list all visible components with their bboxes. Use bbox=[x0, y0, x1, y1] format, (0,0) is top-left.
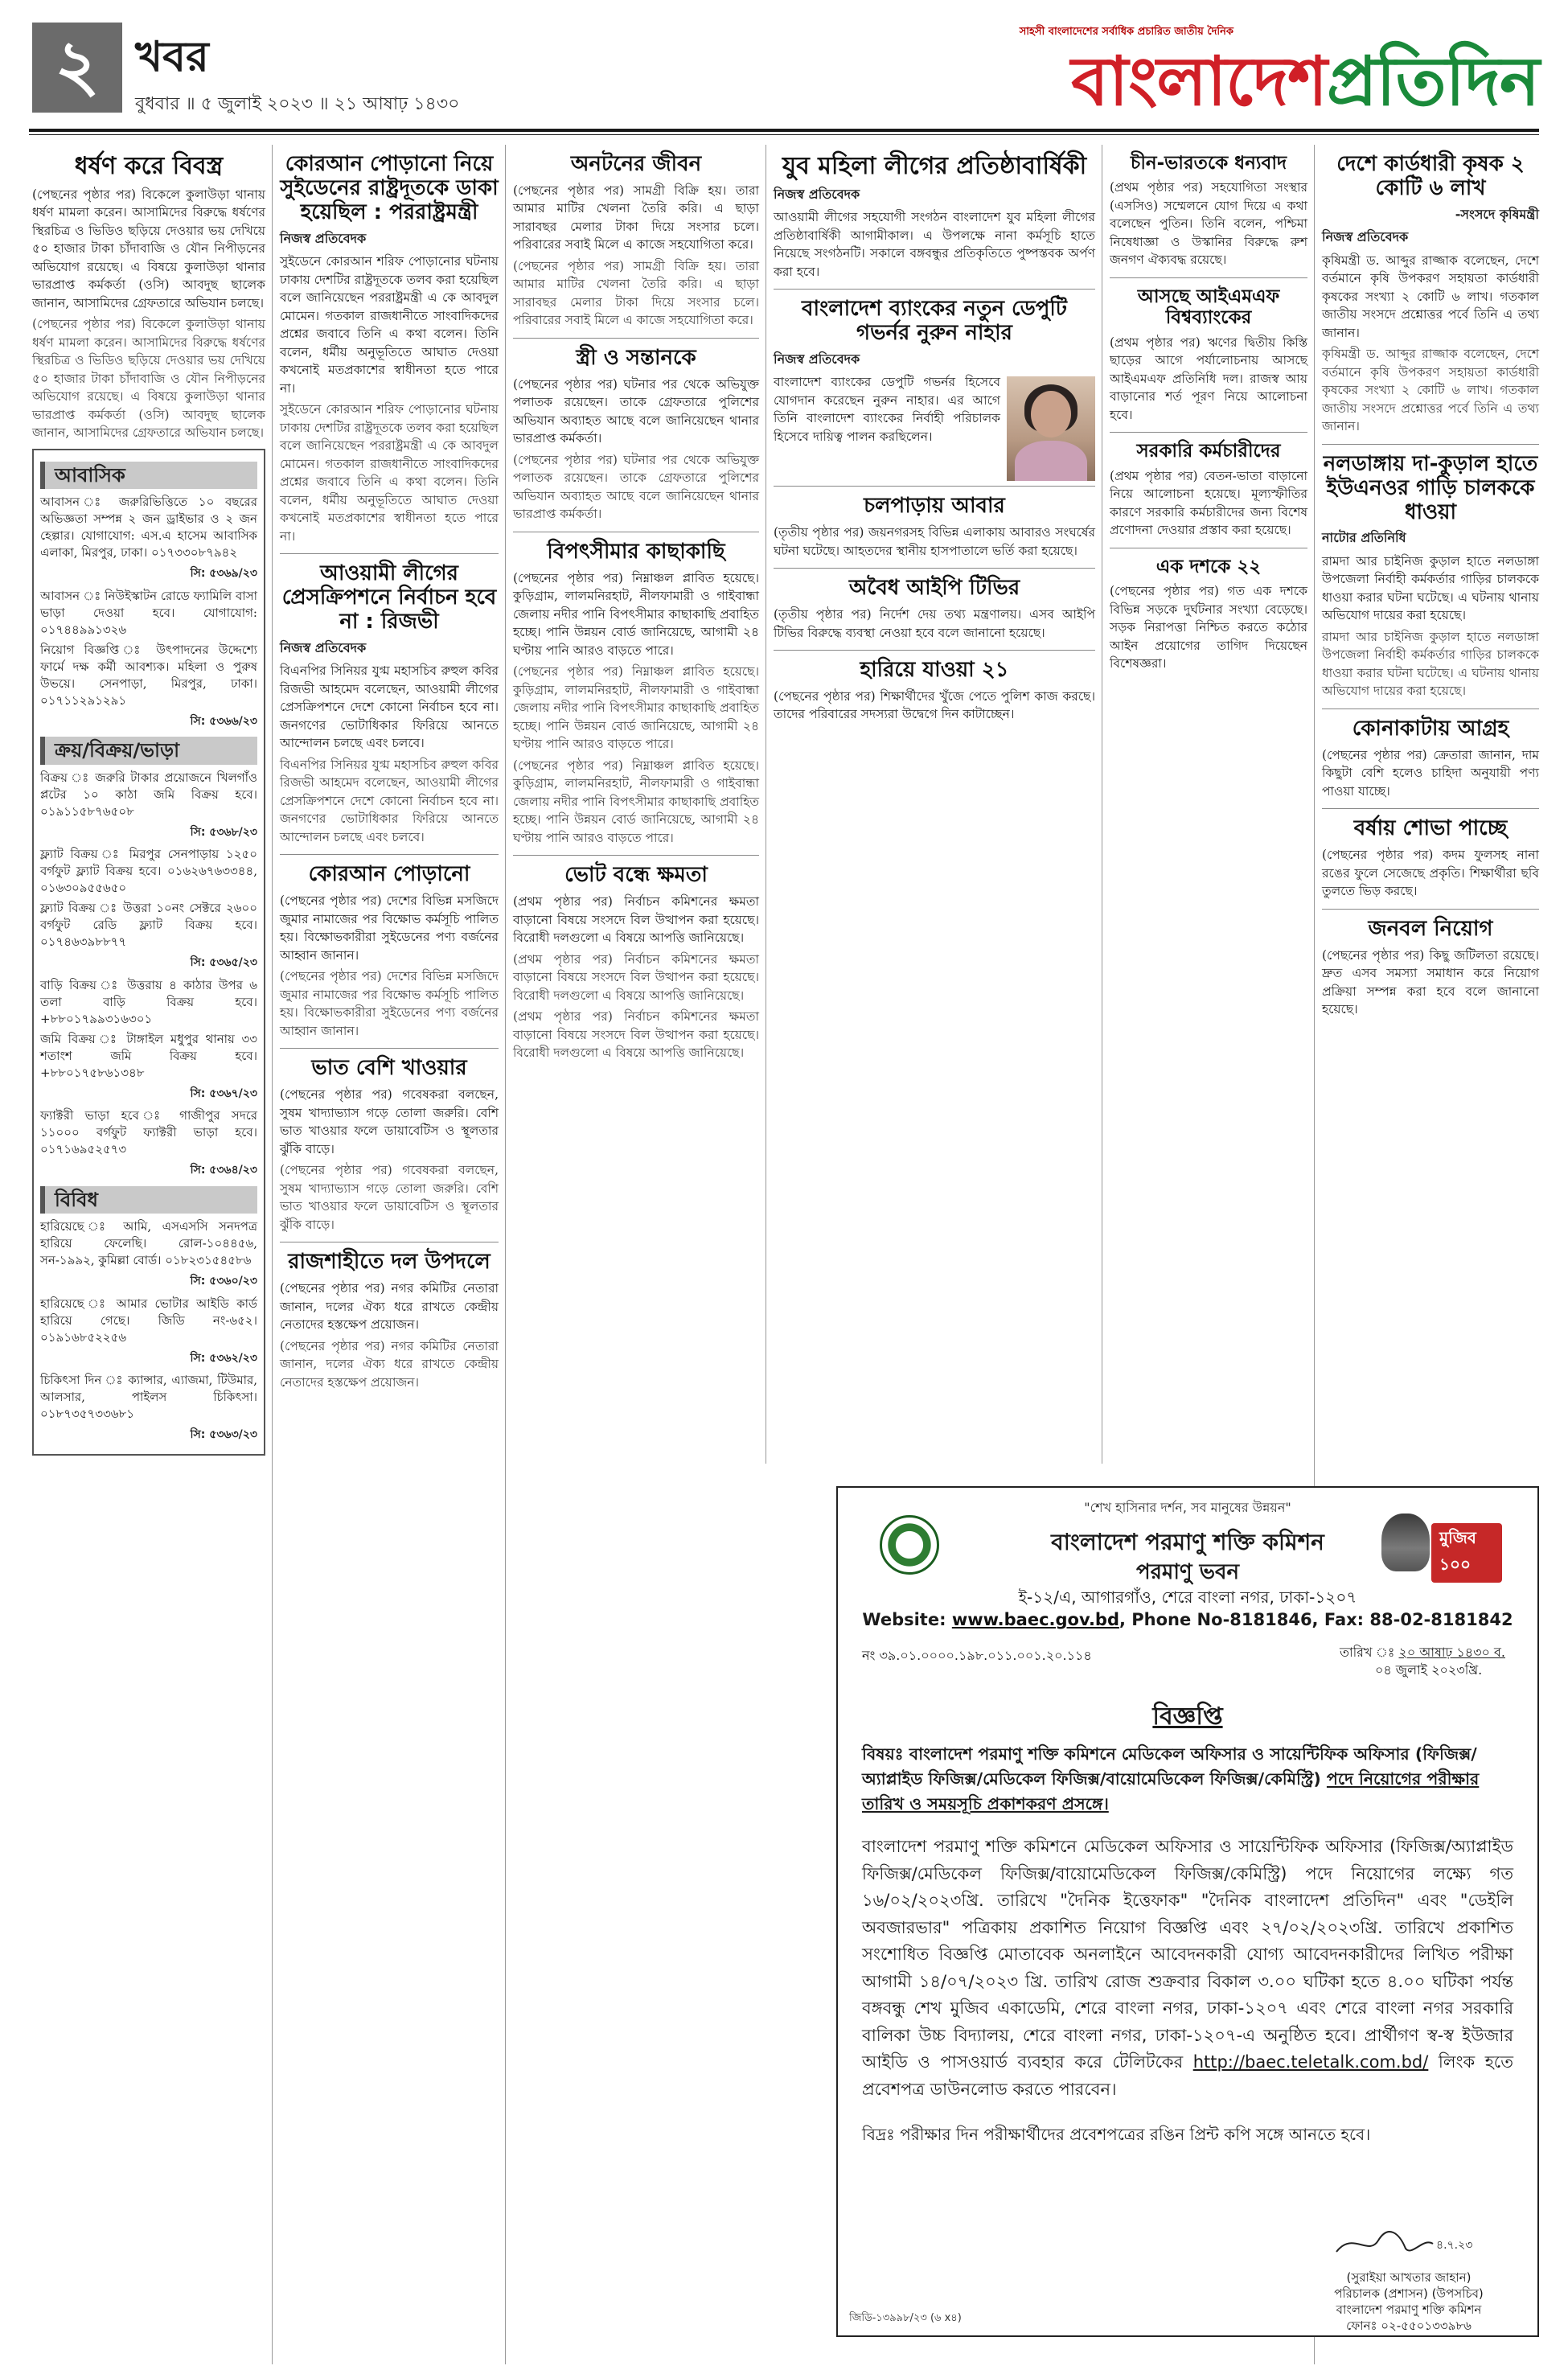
notice-date: তারিখ ঃ ২০ আষাঢ় ১৪৩০ ব. ০৪ জুলাই ২০২৩খ্রি. bbox=[1339, 1645, 1505, 1678]
subheadline: -সংসদে কৃষিমন্ত্রী bbox=[1455, 206, 1539, 222]
story-divider bbox=[1322, 444, 1539, 445]
notice-signer bbox=[1304, 2269, 1513, 2334]
headline-deputy-governor: বাংলাদেশ ব্যাংকের নতুন ডেপুটি গভর্নর নুরুন নাহার bbox=[802, 297, 1067, 345]
story-text: বাংলাদেশ ব্যাংকের ডেপুটি গভর্নর হিসেবে যোগদান করেছেন নুরুন নাহার। এর আগে তিনি বাংলাদেশ ব্যাংকের নির্বাহী পরিচালক হিসেবে দায়িত্ব পালন করছিলেন। bbox=[774, 375, 1000, 444]
headline-cholpara: চলপাড়ায় আবার bbox=[864, 494, 1005, 519]
byline: নিজস্ব প্রতিবেদক bbox=[1322, 229, 1409, 245]
story-text: আওয়ামী লীগের সহযোগী সংগঠন বাংলাদেশ যুব মহিলা লীগের প্রতিষ্ঠাবার্ষিকী আগামীকাল। এ উপলক্ষে নানা কর্মসূচি হাতে নিয়েছে সংগঠনটি। সকালে বঙ্গবন্ধুর প্রতিকৃতিতে পুষ্পস্তবক অর্পণ করা হবে। bbox=[774, 210, 1095, 279]
story-divider bbox=[774, 568, 1095, 569]
headline-quran-burning-cont: কোরআন পোড়ানো bbox=[308, 862, 470, 887]
column-2 bbox=[280, 145, 499, 1394]
story-text-continued: (প্রথম পৃষ্ঠার পর) নির্বাচন কমিশনের ক্ষমতা বাড়ানো বিষয়ে সংসদে বিল উত্থাপন করা হয়েছে। বিরোধী দলগুলো এ বিষয়ে আপত্তি জানিয়েছে। bbox=[513, 1009, 759, 1061]
story-text-continued: (প্রথম পৃষ্ঠার পর) নির্বাচন কমিশনের ক্ষমতা বাড়ানো বিষয়ে সংসদে বিল উত্থাপন করা হয়েছে। বিরোধী দলগুলো এ বিষয়ে আপত্তি জানিয়েছে। bbox=[513, 951, 759, 1003]
story-text: (প্রথম পৃষ্ঠার পর) ঋণের দ্বিতীয় কিস্তি ছাড়ের আগে পর্যালোচনায় আসছে আইএমএফ প্রতিনিধি দল। রাজস্ব আয় বাড়ানোর শর্ত পূরণ নিয়ে আলোচনা হবে। bbox=[1110, 335, 1307, 422]
story-text: (প্রথম পৃষ্ঠার পর) সহযোগিতা সংস্থার (এসসিও) সম্মেলনে যোগ দিয়ে এ কথা বলেছেন পুতিন। তিনি বলেন, পশ্চিমা নিষেধাজ্ঞা ও উস্কানির বিরুদ্ধে রুশ জনগণ ঐক্যবদ্ধ রয়েছে। bbox=[1110, 180, 1307, 268]
story-divider bbox=[774, 486, 1095, 487]
classified-ref: সি: ৫৩৬৮/২৩ bbox=[190, 825, 257, 839]
signature-date: ৪.৭.২৩ bbox=[1436, 2239, 1473, 2252]
classified-ref: সি: ৫৩৬৩/২৩ bbox=[190, 1428, 257, 1441]
story-text: (তৃতীয় পৃষ্ঠার পর) নির্দেশ দেয় তথ্য মন্ত্রণালয়। এসব আইপি টিভির বিরুদ্ধে ব্যবস্থা নেওয়া হবে বলে জানানো হয়েছে। bbox=[774, 607, 1095, 640]
headline-rape: ধর্ষণ করে বিবস্ত্র bbox=[74, 152, 224, 180]
headline-rajshahi: রাজশাহীতে দল উপদলে bbox=[288, 1250, 491, 1275]
masthead-rule bbox=[29, 129, 1539, 132]
story-divider bbox=[280, 1048, 499, 1049]
story-text: (পেছনের পৃষ্ঠার পর) গত এক দশকে বিভিন্ন সড়কে দুর্ঘটনার সংখ্যা বেড়েছে। সড়ক নিরাপত্তা নিশ্চিত করতে কঠোর আইন প্রয়োগের তাগিদ দিয়েছেন বিশেষজ্ঞরা। bbox=[1110, 584, 1307, 672]
story-text: (পেছনের পৃষ্ঠার পর) নিম্নাঞ্চল প্লাবিত হয়েছে। কুড়িগ্রাম, লালমনিরহাট, নীলফামারী ও গাইবান্ধা জেলায় নদীর পানি বিপৎসীমার কাছাকাছি প্রবাহিত হচ্ছে। পানি উন্নয়ন বোর্ড জানিয়েছে, আগামী ২৪ ঘণ্টায় পানি আরও বাড়তে পারে। bbox=[513, 570, 759, 658]
headline-jubo-mohila-league: যুব মহিলা লীগের প্রতিষ্ঠাবার্ষিকী bbox=[782, 152, 1087, 180]
byline: নিজস্ব প্রতিবেদক bbox=[280, 639, 367, 655]
classified-item: বাড়ি বিক্রয় ঃ উত্তরায় ৪ কাঠার উপর ৬ তলা বাড়ি বিক্রয় হবে। +৮৮০১৭৯৯৩১৬৩০১ bbox=[40, 977, 257, 1026]
headline-danger-level: বিপৎসীমার কাছাকাছি bbox=[547, 539, 725, 564]
story-divider bbox=[774, 289, 1095, 290]
signer-name: (সুরাইয়া আখতার জাহান) bbox=[1346, 2270, 1472, 2285]
headline-imf-worldbank: আসছে আইএমএফ বিশ্বব্যাংকের bbox=[1137, 285, 1280, 329]
teletalk-link[interactable]: http://baec.teletalk.com.bd/ bbox=[1192, 2052, 1429, 2072]
notice-slogan: "শেখ হাসিনার দর্শন, সব মানুষের উন্নয়ন" bbox=[1084, 1500, 1291, 1515]
headline-naldanga: নলডাঙ্গায় দা-কুড়াল হাতে ইউএনওর গাড়ি চালককে ধাওয়া bbox=[1323, 451, 1538, 524]
byline: নিজস্ব প্রতিবেদক bbox=[774, 186, 860, 202]
classified-heading-misc: বিবিধ bbox=[40, 1186, 257, 1214]
classified-ref: সি: ৫৩৬৪/২৩ bbox=[190, 1164, 257, 1177]
headline-shopping: কোনাকাটায় আগ্রহ bbox=[1352, 716, 1509, 741]
story-text-continued: বিএনপির সিনিয়র যুগ্ম মহাসচিব রুহুল কবির রিজভী আহমেদ বলেছেন, আওয়ামী লীগের প্রেসক্রিপশনে দেশে কোনো নির্বাচন হবে না। জনগণের ভোটাধিকার ফিরিয়ে আনতে আন্দোলন চলছে এবং চলবে। bbox=[280, 757, 499, 844]
story-text-continued: (পেছনের পৃষ্ঠার পর) গবেষকরা বলছেন, সুষম খাদ্যাভ্যাস গড়ে তোলা জরুরি। বেশি ভাত খাওয়ার ফলে ডায়াবেটিস ও স্থূলতার ঝুঁকি বাড়ে। bbox=[280, 1163, 499, 1232]
classified-section bbox=[32, 449, 265, 1456]
notice-memo-number: নং ৩৯.০১.০০০০.১৯৮.০১১.০০১.২০.১১৪ bbox=[862, 1648, 1092, 1663]
classified-item: হারিয়েছে ঃ আমার ভোটার আইডি কার্ড হারিয়ে গেছে। জিডি নং-৬৫২। ০১৯১৬৮৫২২৫৬ bbox=[40, 1296, 257, 1345]
masthead-rule-thin bbox=[29, 134, 1539, 135]
brand-part2: প্রতিদিন bbox=[1326, 42, 1539, 121]
classified-ref: সি: ৫৩৬৫/২৩ bbox=[190, 956, 257, 969]
notice-building: পরমাণু ভবন bbox=[1135, 1560, 1240, 1584]
column-3 bbox=[513, 145, 759, 1066]
column-6 bbox=[1322, 145, 1539, 1022]
story-text: (পেছনের পৃষ্ঠার পর) শিক্ষার্থীদের খুঁজে পেতে পুলিশ কাজ করছে। তাদের পরিবারের সদস্যরা উদ্বেগে দিন কাটাচ্ছেন। bbox=[774, 688, 1095, 722]
story-divider bbox=[774, 650, 1095, 651]
baec-notice-ad bbox=[836, 1486, 1539, 2337]
story-text-continued: (পেছনের পৃষ্ঠার পর) বিকেলে কুলাউড়া থানায় ধর্ষণ মামলা করেন। আসামিদের বিরুদ্ধে ধর্ষণের স্থিরচিত্র ও ভিডিও ছড়িয়ে দেওয়ার ভয় দেখিয়ে ৫০ হাজার টাকা চাঁদাবাজি ও যৌন নিপীড়নের অভিযোগ রয়েছে। এ বিষয়ে কুলাউড়া থানার ভারপ্রাপ্ত কর্মকর্তা (ওসি) আবদুছ ছালেক জানান, আসামিদের গ্রেফতারে অভিযান চলছে। bbox=[32, 317, 265, 440]
classified-heading-residential: আবাসিক bbox=[40, 462, 257, 490]
story-text: (প্রথম পৃষ্ঠার পর) বেতন-ভাতা বাড়ানো নিয়ে আলোচনা হয়েছে। মূল্যস্ফীতির কারণে সরকারি কর্মচারীদের জন্য বিশেষ প্রণোদনা দেওয়ার প্রস্তাব করা হয়েছে। bbox=[1110, 468, 1307, 538]
story-text: (প্রথম পৃষ্ঠার পর) নির্বাচন কমিশনের ক্ষমতা বাড়ানো বিষয়ে সংসদে বিল উত্থাপন করা হয়েছে। বিরোধী দলগুলো এ বিষয়ে আপত্তি জানিয়েছে। bbox=[513, 894, 759, 946]
story-text: (পেছনের পৃষ্ঠার পর) দেশের বিভিন্ন মসজিদে জুমার নামাজের পর বিক্ষোভ কর্মসূচি পালিত হয়। বিক্ষোভকারীরা সুইডেনের পণ্য বর্জনের আহ্বান জানান। bbox=[280, 893, 499, 963]
notice-body: বাংলাদেশ পরমাণু শক্তি কমিশনে মেডিকেল অফিসার ও সায়েন্টিফিক অফিসার (ফিজিক্স/অ্যাপ্লাইড ফিজিক্স/মেডিকেল ফিজিক্স/বায়োমেডিকেল ফিজিক্স/কেমিস্ট্রি) পদে নিয়োগের লক্ষ্যে গত ১৬/০২/২০২৩খ্রি. তারিখে "দৈনিক ইত্তেফাক" "দৈনিক বাংলাদেশ প্রতিদিন" এবং "ডেইলি অবজারভার" পত্রিকায় প্রকাশিত নিয়োগ বিজ্ঞপ্তি এবং ২৭/০২/২০২৩খ্রি. তারিখে প্রকাশিত সংশোধিত বিজ্ঞপ্তি মোতাবেক অনলাইনে আবেদনকারী যোগ্য আবেদনকারীদের লিখিত পরীক্ষা আগামী ১৪/০৭/২০২৩ খ্রি. তারিখ রোজ শুক্রবার বিকাল ৩.০০ ঘটিকা হতে ৪.০০ ঘটিকা পর্যন্ত বঙ্গবন্ধু শেখ মুজিব একাডেমি, শেরে বাংলা নগর, ঢাকা-১২০৭ এবং শেরে বাংলা নগর সরকারি বালিকা উচ্চ বিদ্যালয়, শেরে বাংলা নগর, ঢাকা-১২০৭-এ অনুষ্ঠিত হবে। প্রার্থীগণ স্ব-স্ব ইউজার আইডি ও পাসওয়ার্ড ব্যবহার করে টেলিটকের http://baec.teletalk.com.bd/ লিংক হতে প্রবেশপত্র ডাউনলোড করতে পারবেন। bbox=[862, 1837, 1514, 2099]
signer-phone: ফোনঃ ০২-৫৫০১৩৩৯৮৬ bbox=[1346, 2319, 1472, 2333]
notice-gd-ref: জিডি-১৩৯৯৮/২৩ (৬ x৪) bbox=[849, 2312, 962, 2324]
story-text: কৃষিমন্ত্রী ড. আব্দুর রাজ্জাক বলেছেন, দেশে বর্তমানে কৃষি উপকরণ সহায়তা কার্ডধারী কৃষকের সংখ্যা ২ কোটি ৬ লাখ। গতকাল জাতীয় সংসদে প্রশ্নোত্তর পর্বে তিনি এ তথ্য জানান। bbox=[1322, 253, 1539, 340]
classified-item: হারিয়েছে ঃ আমি, এসএসসি সনদপত্র হারিয়ে ফেলেছি। রোল-১০৪৪৫৬, সন-১৯৯২, কুমিল্লা বোর্ড। ০১৮২৩১৫৪৫৮৬ bbox=[40, 1219, 257, 1267]
date-english: ০৪ জুলাই ২০২৩খ্রি. bbox=[1374, 1662, 1483, 1678]
classified-item: আবাসন ঃ নিউইস্কাটন রোডে ফ্যামিলি বাসা ভাড়া দেওয়া হবে। যোগাযোগ: ০১৭৪৪৯৯১৩২৬ bbox=[40, 588, 257, 637]
story-divider bbox=[1110, 277, 1307, 278]
classified-ref: সি: ৫৩৬৯/২৩ bbox=[190, 567, 257, 580]
newspaper-logo bbox=[1020, 24, 1539, 121]
classified-ref: সি: ৫৩৬২/২৩ bbox=[190, 1351, 257, 1365]
masthead bbox=[0, 0, 1568, 143]
notice-contact: Website: www.baec.gov.bd, Phone No-8181846, Fax: 88-02-8181842 bbox=[862, 1610, 1513, 1629]
classified-ref: সি: ৫৩৬৬/২৩ bbox=[190, 714, 257, 728]
story-text: (পেছনের পৃষ্ঠার পর) গবেষকরা বলছেন, সুষম খাদ্যাভ্যাস গড়ে তোলা জরুরি। বেশি ভাত খাওয়ার ফলে ডায়াবেটিস ও স্থূলতার ঝুঁকি বাড়ে। bbox=[280, 1087, 499, 1156]
story-divider bbox=[1322, 808, 1539, 809]
headline-decade-22: এক দশকে ২২ bbox=[1155, 556, 1262, 577]
headline-rizvi: আওয়ামী লীগের প্রেসক্রিপশনে নির্বাচন হবে না : রিজভী bbox=[281, 561, 497, 634]
notice-org-name: বাংলাদেশ পরমাণু শক্তি কমিশন bbox=[1051, 1529, 1324, 1555]
column-divider bbox=[272, 145, 273, 2364]
headline-wife-child: স্ত্রী ও সন্তানকে bbox=[576, 345, 696, 370]
story-divider bbox=[513, 855, 759, 856]
story-text-continued: (পেছনের পৃষ্ঠার পর) দেশের বিভিন্ন মসজিদে জুমার নামাজের পর বিক্ষোভ কর্মসূচি পালিত হয়। বিক্ষোভকারীরা সুইডেনের পণ্য বর্জনের আহ্বান জানান। bbox=[280, 969, 499, 1038]
column-4 bbox=[774, 145, 1095, 727]
byline: নিজস্ব প্রতিবেদক bbox=[774, 351, 860, 367]
signature-icon bbox=[1328, 2224, 1489, 2265]
page-number: ২ bbox=[32, 23, 122, 113]
brand-part1: বাংলাদেশ bbox=[1071, 42, 1327, 121]
headline-quran-burning: কোরআন পোড়ানো নিয়ে সুইডেনের রাষ্ট্রদূতকে ডাকা হয়েছিল : পররাষ্ট্রমন্ত্রী bbox=[280, 152, 499, 224]
column-5 bbox=[1110, 145, 1307, 676]
notice-subject: বিষয়ঃ বাংলাদেশ পরমাণু শক্তি কমিশনে মেডিকেল অফিসার ও সায়েন্টিফিক অফিসার (ফিজিক্স/অ্যাপ্লাইড ফিজিক্স/মেডিকেল ফিজিক্স/বায়োমেডিকেল ফিজিক্স/কেমিস্ট্রি) পদে নিয়োগের পরীক্ষার তারিখ ও সময়সূচি প্রকাশকরণ প্রসঙ্গে। bbox=[862, 1744, 1480, 1813]
notice-note: বিদ্রঃ পরীক্ষার দিন পরীক্ষার্থীদের প্রবেশপত্রের রঙিন প্রিন্ট কপি সঙ্গে আনতে হবে। bbox=[862, 2125, 1371, 2144]
story-text-continued: (পেছনের পৃষ্ঠার পর) সামগ্রী বিক্রি হয়। তারা আমার মাটির খেলনা তৈরি করি। এ ছাড়া সারাবছর মেলার টাকা দিয়ে সংসার চলে। পরিবারের সবাই মিলে এ কাজে সহযোগিতা করে। bbox=[513, 258, 759, 328]
brand-tagline: সাহসী বাংলাদেশের সর্বাধিক প্রচারিত জাতীয় দৈনিক bbox=[1019, 26, 1233, 38]
story-text: রামদা আর চাইনিজ কুড়াল হাতে নলডাঙ্গা উপজেলা নির্বাহী কর্মকর্তার গাড়ির চালককে ধাওয়া করার ঘটনা ঘটেছে। এ ঘটনায় থানায় অভিযোগ দায়ের করা হয়েছে। bbox=[1322, 553, 1539, 623]
byline: নাটোর প্রতিনিধি bbox=[1322, 530, 1406, 546]
mujib-100-tag: মুজিব ১০০ bbox=[1431, 1523, 1502, 1583]
headline-china-india: চীন-ভারতকে ধন্যবাদ bbox=[1130, 153, 1287, 174]
dateline: বুধবার ॥ ৫ জুলাই ২০২৩ ॥ ২১ আষাঢ় ১৪৩০ bbox=[135, 94, 460, 114]
headline-govt-employees: সরকারি কর্মচারীদের bbox=[1136, 441, 1281, 462]
headline-hardship: অনটনের জীবন bbox=[570, 152, 702, 176]
story-divider bbox=[1322, 909, 1539, 910]
story-text: (পেছনের পৃষ্ঠার পর) ক্রেতারা জানান, দাম কিছুটা বেশি হলেও চাহিদা অনুযায়ী পণ্য পাওয়া যাচ্ছে। bbox=[1322, 747, 1539, 799]
story-text: (পেছনের পৃষ্ঠার পর) কদম ফুলসহ নানা রঙের ফুলে সেজেছে প্রকৃতি। শিক্ষার্থীরা ছবি তুলতে ভিড় করছে। bbox=[1322, 848, 1539, 899]
headline-rice: ভাত বেশি খাওয়ার bbox=[311, 1056, 467, 1081]
story-text: সুইডেনে কোরআন শরিফ পোড়ানোর ঘটনায় ঢাকায় দেশটির রাষ্ট্রদূতকে তলব করা হয়েছিল বলে জানিয়েছেন পররাষ্ট্রমন্ত্রী এ কে আবদুল মোমেন। গতকাল রাজধানীতে সাংবাদিকদের প্রশ্নের জবাবে তিনি এ কথা বলেন। তিনি বলেন, ধর্মীয় অনুভূতিতে আঘাত দেওয়া কখনোই মতপ্রকাশের স্বাধীনতা হতে পারে না। bbox=[280, 254, 499, 396]
headline-ip-tv: অবৈধ আইপি টিভির bbox=[848, 576, 1020, 601]
story-text-continued: কৃষিমন্ত্রী ড. আব্দুর রাজ্জাক বলেছেন, দেশে বর্তমানে কৃষি উপকরণ সহায়তা কার্ডধারী কৃষকের সংখ্যা ২ কোটি ৬ লাখ। গতকাল জাতীয় সংসদে প্রশ্নোত্তর পর্বে তিনি এ তথ্য জানান। bbox=[1322, 347, 1539, 434]
classified-ref: সি: ৫৩৬০/২৩ bbox=[190, 1275, 257, 1288]
headline-missing-21: হারিয়ে যাওয়া ২১ bbox=[860, 658, 1009, 683]
classified-item: ফ্ল্যাট বিক্রয় ঃ উত্তরা ১০নং সেক্টরে ২৬০০ বর্গফুট রেডি ফ্ল্যাট বিক্রয় হবে। ০১৭৪৬৩৯৮৮৭৭ bbox=[40, 901, 257, 949]
column-1 bbox=[32, 145, 265, 1456]
story-text-continued: রামদা আর চাইনিজ কুড়াল হাতে নলডাঙ্গা উপজেলা নির্বাহী কর্মকর্তার গাড়ির চালককে ধাওয়া করার ঘটনা ঘটেছে। এ ঘটনায় থানায় অভিযোগ দায়ের করা হয়েছে। bbox=[1322, 629, 1539, 699]
headline-card-farmers: দেশে কার্ডধারী কৃষক ২ কোটি ৬ লাখ bbox=[1336, 152, 1525, 200]
classified-item: ফ্ল্যাট বিক্রয় ঃ মিরপুর সেনপাড়ায় ১২৫০ বর্গফুট ফ্ল্যাট বিক্রয় হবে। ০১৬২৬৭৬৩৩৪৪, ০১৬৩০৯৫৫৬৫০ bbox=[40, 847, 257, 895]
date-bangla: ২০ আষাঢ় ১৪৩০ ব. bbox=[1398, 1645, 1505, 1660]
story-text: (তৃতীয় পৃষ্ঠার পর) জয়নগরসহ বিভিন্ন এলাকায় আবারও সংঘর্ষের ঘটনা ঘটেছে। আহতদের স্থানীয় হাসপাতালে ভর্তি করা হয়েছে। bbox=[774, 525, 1095, 558]
story-text: (পেছনের পৃষ্ঠার পর) নগর কমিটির নেতারা জানান, দলের ঐক্য ধরে রাখতে কেন্দ্রীয় নেতাদের হস্তক্ষেপ প্রয়োজন। bbox=[280, 1281, 499, 1333]
story-divider bbox=[280, 854, 499, 855]
headline-recruitment: জনবল নিয়োগ bbox=[1368, 916, 1493, 941]
story-text-continued: (পেছনের পৃষ্ঠার পর) নিম্নাঞ্চল প্লাবিত হয়েছে। কুড়িগ্রাম, লালমনিরহাট, নীলফামারী ও গাইবান্ধা জেলায় নদীর পানি বিপৎসীমার কাছাকাছি প্রবাহিত হচ্ছে। পানি উন্নয়ন বোর্ড জানিয়েছে, আগামী ২৪ ঘণ্টায় পানি আরও বাড়তে পারে। bbox=[513, 664, 759, 752]
column-divider bbox=[505, 145, 506, 2364]
byline: নিজস্ব প্রতিবেদক bbox=[280, 230, 367, 246]
story-text: বিএনপির সিনিয়র যুগ্ম মহাসচিব রুহুল কবির রিজভী আহমেদ বলেছেন, আওয়ামী লীগের প্রেসক্রিপশনে দেশে কোনো নির্বাচন হবে না। জনগণের ভোটাধিকার ফিরিয়ে আনতে আন্দোলন চলছে এবং চলবে। bbox=[280, 663, 499, 751]
portrait-photo bbox=[1007, 376, 1095, 481]
story-text-continued: (পেছনের পৃষ্ঠার পর) ঘটনার পর থেকে অভিযুক্ত পলাতক রয়েছেন। তাকে গ্রেফতারে পুলিশের অভিযান অব্যাহত আছে বলে জানিয়েছেন থানার ভারপ্রাপ্ত কর্মকর্তা। bbox=[513, 452, 759, 522]
headline-vote-stop: ভোট বন্ধে ক্ষমতা bbox=[564, 863, 708, 888]
story-text-continued: সুইডেনে কোরআন শরিফ পোড়ানোর ঘটনায় ঢাকায় দেশটির রাষ্ট্রদূতকে তলব করা হয়েছিল বলে জানিয়েছেন পররাষ্ট্রমন্ত্রী এ কে আবদুল মোমেন। গতকাল রাজধানীতে সাংবাদিকদের প্রশ্নের জবাবে তিনি এ কথা বলেন। তিনি বলেন, ধর্মীয় অনুভূতিতে আঘাত দেওয়া কখনোই মতপ্রকাশের স্বাধীনতা হতে পারে না। bbox=[280, 402, 499, 544]
section-name: খবর bbox=[135, 33, 209, 81]
classified-heading-buy-sell: ক্রয়/বিক্রয়/ভাড়া bbox=[40, 737, 257, 765]
classified-item: আবাসন ঃ জরুরিভিত্তিতে ১০ বছরের অভিজ্ঞতা সম্পন্ন ২ জন ড্রাইভার ও ২ জন হেল্পার। যোগাযোগ: এস.এ হাসেম আবাসিক এলাকা, মিরপুর, ঢাকা। ০১৭৩৩০৮৭৯৪২ bbox=[40, 495, 257, 560]
story-text: (পেছনের পৃষ্ঠার পর) কিছু জটিলতা রয়েছে। দ্রুত এসব সমস্যা সমাধান করে নিয়োগ প্রক্রিয়া সম্পন্ন করা হবে বলে জানানো হয়েছে। bbox=[1322, 947, 1539, 1017]
classified-item: জমি বিক্রয় ঃ টাঙ্গাইল মধুপুর থানায় ৩৩ শতাংশ জমি বিক্রয় হবে। +৮৮০১৭৫৮৬১৩৪৮ bbox=[40, 1031, 257, 1080]
story-divider bbox=[280, 553, 499, 554]
story-divider bbox=[513, 338, 759, 339]
classified-item: চিকিৎসা দিন ঃ ক্যান্সার, এ্যাজমা, টিউমার, আলসার, পাইলস চিকিৎসা। ০১৮৭৩৫৭৩৩৬৮১ bbox=[40, 1373, 257, 1421]
classified-item: নিয়োগ বিজ্ঞপ্তি ঃ উৎপাদনের উদ্দেশ্যে ফার্মে দক্ষ কর্মী আবশ্যক। মহিলা ও পুরুষ উভয়ে। সেনপাড়া, মিরপুর, ঢাকা। ০১৭১১২৯১২৯১ bbox=[40, 642, 257, 708]
classified-item: ফ্যাক্টরী ভাড়া হবে ঃ গাজীপুর সদরে ১১০০০ বর্গফুট ফ্যাক্টরী ভাড়া হবে। ০১৭১৬৯৫২৫৭৩ bbox=[40, 1108, 257, 1156]
story-divider bbox=[1110, 432, 1307, 433]
story-text: (পেছনের পৃষ্ঠার পর) সামগ্রী বিক্রি হয়। তারা আমার মাটির খেলনা তৈরি করি। এ ছাড়া সারাবছর মেলার টাকা দিয়ে সংসার চলে। পরিবারের সবাই মিলে এ কাজে সহযোগিতা করে। bbox=[513, 183, 759, 253]
story-text-continued: (পেছনের পৃষ্ঠার পর) নিম্নাঞ্চল প্লাবিত হয়েছে। কুড়িগ্রাম, লালমনিরহাট, নীলফামারী ও গাইবান্ধা জেলায় নদীর পানি বিপৎসীমার কাছাকাছি প্রবাহিত হচ্ছে। পানি উন্নয়ন বোর্ড জানিয়েছে, আগামী ২৪ ঘণ্টায় পানি আরও বাড়তে পারে। bbox=[513, 758, 759, 845]
story-text: (পেছনের পৃষ্ঠার পর) ঘটনার পর থেকে অভিযুক্ত পলাতক রয়েছেন। তাকে গ্রেফতারে পুলিশের অভিযান অব্যাহত আছে বলে জানিয়েছেন থানার ভারপ্রাপ্ত কর্মকর্তা। bbox=[513, 376, 759, 446]
classified-item: বিক্রয় ঃ জরুরি টাকার প্রয়োজনে খিলগাঁও প্লটের ১০ কাঠা জমি বিক্রয় হবে। ০১৯১১৫৮৭৬৫০৮ bbox=[40, 770, 257, 819]
signer-org: বাংলাদেশ পরমাণু শক্তি কমিশন bbox=[1336, 2302, 1482, 2317]
headline-monsoon: বর্ষায় শোভা পাচ্ছে bbox=[1353, 816, 1508, 841]
notice-title: বিজ্ঞপ্তি bbox=[1152, 1702, 1223, 1731]
website-link[interactable]: www.baec.gov.bd bbox=[951, 1610, 1119, 1629]
story-text-continued: (পেছনের পৃষ্ঠার পর) নগর কমিটির নেতারা জানান, দলের ঐক্য ধরে রাখতে কেন্দ্রীয় নেতাদের হস্তক্ষেপ প্রয়োজন। bbox=[280, 1338, 499, 1390]
classified-ref: সি: ৫৩৬৭/২৩ bbox=[190, 1086, 257, 1100]
signer-title: পরিচালক (প্রশাসন) (উপসচিব) bbox=[1334, 2286, 1484, 2301]
story-text: (পেছনের পৃষ্ঠার পর) বিকেলে কুলাউড়া থানায় ধর্ষণ মামলা করেন। আসামিদের বিরুদ্ধে ধর্ষণের স্থিরচিত্র ও ভিডিও ছড়িয়ে দেওয়ার ভয় দেখিয়ে ৫০ হাজার টাকা চাঁদাবাজি ও যৌন নিপীড়নের অভিযোগ রয়েছে। এ বিষয়ে কুলাউড়া থানার ভারপ্রাপ্ত কর্মকর্তা (ওসি) আবদুছ ছালেক জানান, আসামিদের গ্রেফতারে অভিযান চলছে। bbox=[32, 187, 265, 310]
notice-address: ই-১২/এ, আগারগাঁও, শেরে বাংলা নগর, ঢাকা-১২০৭ bbox=[1018, 1587, 1357, 1607]
